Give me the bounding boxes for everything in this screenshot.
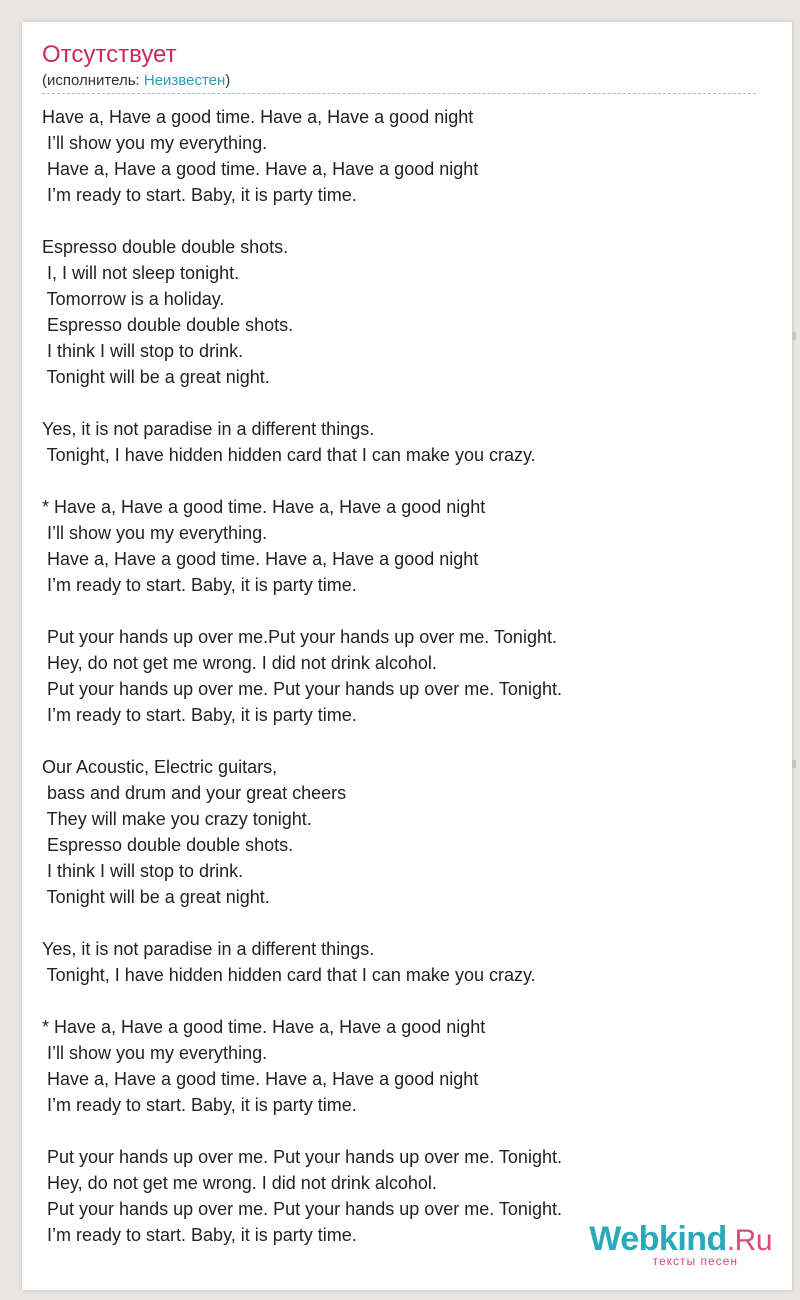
lyric-line: * Have a, Have a good time. Have a, Have a good night — [42, 1017, 486, 1037]
artist-suffix: ) — [225, 72, 231, 89]
lyric-line: I’ll show you my everything. — [42, 1043, 268, 1063]
artist-line — [42, 70, 756, 92]
lyrics-page — [22, 22, 792, 1290]
edge-marker — [792, 760, 796, 768]
song-title: Отсутствует — [42, 41, 177, 68]
lyric-line: Tonight will be a great night. — [42, 887, 270, 907]
lyric-line: Put your hands up over me. Put your hands up over me. Tonight. — [42, 679, 562, 699]
lyric-line: I’ll show you my everything. — [42, 133, 268, 153]
lyric-line: I’m ready to start. Baby, it is party time. — [42, 185, 357, 205]
lyric-line: Espresso double double shots. — [42, 315, 294, 335]
lyric-line: Espresso double double shots. — [42, 835, 294, 855]
lyric-line: They will make you crazy tonight. — [42, 809, 312, 829]
lyric-line: Have a, Have a good time. Have a, Have a good night — [42, 1069, 479, 1089]
lyric-line: Have a, Have a good time. Have a, Have a good night — [42, 549, 479, 569]
artist-link[interactable]: Неизвестен — [143, 72, 226, 89]
logo-tagline: тексты песен — [652, 1254, 738, 1268]
lyric-line: I’m ready to start. Baby, it is party time. — [42, 705, 357, 725]
lyric-line: Have a, Have a good time. Have a, Have a good night — [42, 159, 479, 179]
lyric-line: I’m ready to start. Baby, it is party time. — [42, 1225, 357, 1245]
lyric-line: Hey, do not get me wrong. I did not drink alcohol. — [42, 1173, 437, 1193]
lyric-line: Tonight, I have hidden hidden card that I can make you crazy. — [42, 445, 536, 465]
lyric-line: Put your hands up over me. Put your hands up over me. Tonight. — [42, 1147, 562, 1167]
logo-domain: .Ru — [726, 1224, 772, 1257]
lyrics-body — [42, 104, 772, 1248]
logo-main-text: Webkind — [589, 1220, 727, 1258]
song-header — [42, 40, 756, 94]
lyric-line: Our Acoustic, Electric guitars, — [42, 757, 278, 777]
lyric-line: Tomorrow is a holiday. — [42, 289, 225, 309]
edge-marker — [792, 332, 796, 340]
lyric-line: I think I will stop to drink. — [42, 341, 244, 361]
header-divider — [42, 93, 756, 94]
lyric-line: I think I will stop to drink. — [42, 861, 244, 881]
lyric-line: Have a, Have a good time. Have a, Have a good night — [42, 107, 474, 127]
lyric-line: Tonight, I have hidden hidden card that I can make you crazy. — [42, 965, 536, 985]
lyric-line: bass and drum and your great cheers — [42, 783, 347, 803]
lyric-line: Yes, it is not paradise in a different things. — [42, 419, 375, 439]
stanza-gap — [42, 598, 772, 624]
logo-wordmark — [589, 1222, 772, 1258]
stanza-gap — [42, 208, 772, 234]
stanza-gap — [42, 988, 772, 1014]
lyric-line: Tonight will be a great night. — [42, 367, 270, 387]
stanza-gap — [42, 910, 772, 936]
stanza-gap — [42, 468, 772, 494]
lyric-line: I’m ready to start. Baby, it is party time. — [42, 575, 357, 595]
stanza-gap — [42, 390, 772, 416]
stanza-gap — [42, 1118, 772, 1144]
stanza-gap — [42, 728, 772, 754]
lyric-line: Put your hands up over me. Put your hands up over me. Tonight. — [42, 1199, 562, 1219]
lyric-line: Hey, do not get me wrong. I did not drink alcohol. — [42, 653, 437, 673]
lyric-line: Put your hands up over me.Put your hands up over me. Tonight. — [42, 627, 557, 647]
lyric-line: Yes, it is not paradise in a different things. — [42, 939, 375, 959]
lyric-line: * Have a, Have a good time. Have a, Have a good night — [42, 497, 486, 517]
lyric-line: I’m ready to start. Baby, it is party time. — [42, 1095, 357, 1115]
lyric-line: I’ll show you my everything. — [42, 523, 268, 543]
artist-prefix: (исполнитель: — [42, 72, 144, 89]
lyric-line: Espresso double double shots. — [42, 237, 289, 257]
lyric-line: I, I will not sleep tonight. — [42, 263, 240, 283]
site-logo[interactable] — [589, 1222, 772, 1268]
